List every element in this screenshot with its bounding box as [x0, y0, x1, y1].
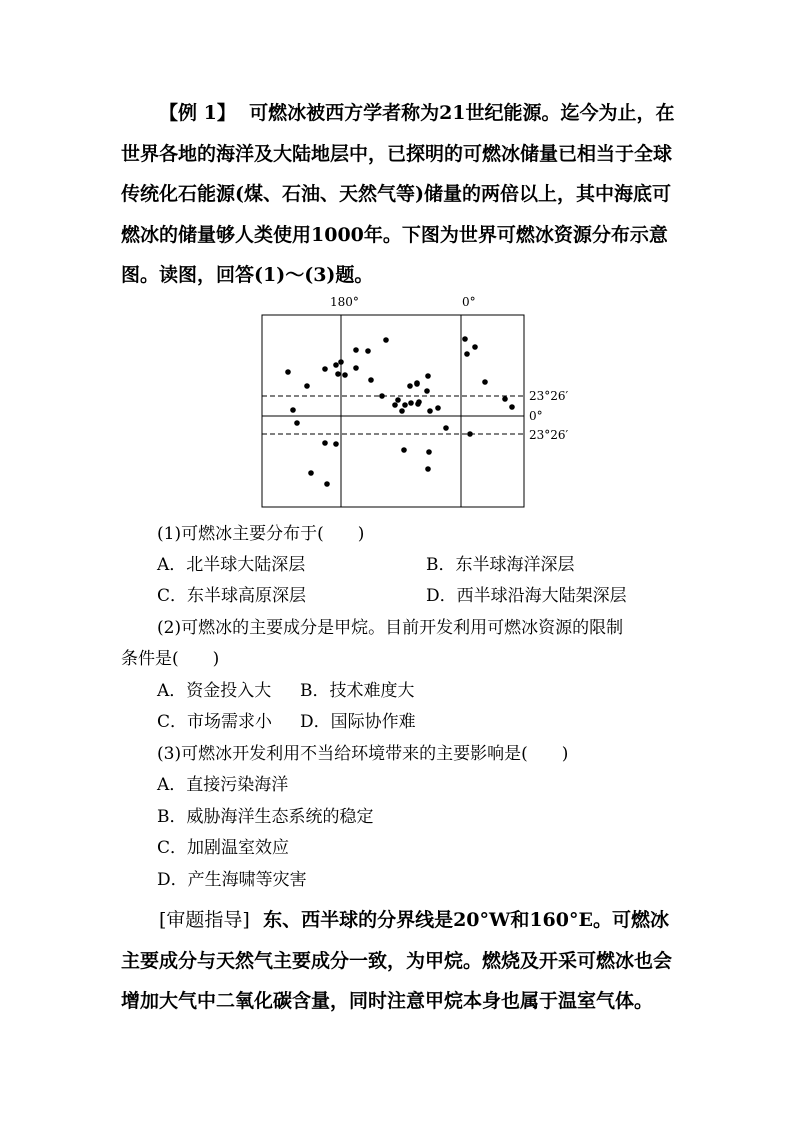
question-2-stem-line2: 条件是( ): [121, 649, 220, 669]
hydrate-site-dot: [427, 408, 433, 414]
hydrate-site-dot: [482, 379, 488, 385]
hydrate-site-dot: [407, 383, 413, 389]
q3-option-c: C．加剧温室效应: [157, 838, 290, 858]
hydrate-site-dot: [435, 405, 441, 411]
guide-text: 东、西半球的分界线是20°W和160°E。可燃冰主要成分与天然气主要成分一致，为甲烷。燃烧及开采可燃冰也会增加大气中二氧化碳含量，同时注意甲烷本身也属于温室气体。: [121, 909, 673, 1012]
hydrate-site-dot: [308, 470, 314, 476]
hydrate-site-dot: [426, 449, 432, 455]
hydrate-site-dot: [365, 348, 371, 354]
q2-option-d: D．国际协作难: [300, 712, 416, 732]
q3-option-b: B．威胁海洋生态系统的稳定: [157, 807, 374, 827]
hydrate-site-dot: [294, 420, 300, 426]
hydrate-site-dot: [392, 402, 398, 408]
hydrate-site-dot: [467, 431, 473, 437]
hydrate-site-dot: [304, 383, 310, 389]
hydrate-site-dot: [425, 373, 431, 379]
q1-option-c: C．东半球高原深层: [157, 586, 307, 606]
question-3-stem: (3)可燃冰开发利用不当给环境带来的主要影响是( ): [157, 744, 569, 764]
hydrate-site-dot: [401, 447, 407, 453]
hydrate-site-dot: [333, 362, 339, 368]
hydrate-site-dot: [322, 366, 328, 372]
hydrate-site-dot: [353, 365, 359, 371]
hydrate-site-dot: [399, 408, 405, 414]
lon-label-0: 0°: [462, 295, 476, 309]
hydrate-site-dot: [425, 466, 431, 472]
example-text: 可燃冰被西方学者称为21世纪能源。迄今为止，在世界各地的海洋及大陆地层中，已探明的可燃冰储量已相当于全球传统化石能源(煤、石油、天然气等)储量的两倍以上，其中海底可燃冰的储量够人类使用1000年。下图为世界可燃冰资源分布示意图。读图，回答(1)～(3)题。: [121, 102, 675, 286]
hydrate-site-dot: [335, 371, 341, 377]
lat-label-equator: 0°: [529, 409, 543, 423]
hydrate-site-dot: [408, 400, 414, 406]
hydrate-site-dot: [333, 441, 339, 447]
q2-option-a: A．资金投入大: [157, 681, 272, 701]
hydrate-site-dot: [502, 396, 508, 402]
hydrate-site-dot: [416, 399, 422, 405]
hydrate-site-dot: [395, 397, 401, 403]
hydrate-site-dot: [414, 381, 420, 387]
hydrate-site-dot: [322, 440, 328, 446]
hydrate-site-dot: [285, 369, 291, 375]
q1-option-b: B．东半球海洋深层: [426, 555, 575, 575]
hydrate-site-dot: [368, 377, 374, 383]
hydrate-site-dot: [424, 388, 430, 394]
q1-option-a: A．北半球大陆深层: [157, 555, 306, 575]
q3-option-a: A．直接污染海洋: [157, 775, 289, 795]
hydrate-site-dots: [285, 336, 515, 487]
hydrate-site-dot: [462, 336, 468, 342]
example-tag: 【例 1】: [159, 102, 236, 124]
map-frame: [262, 315, 524, 507]
hydrate-site-dot: [443, 425, 449, 431]
hydrate-site-dot: [464, 351, 470, 357]
q2-option-c: C．市场需求小: [157, 712, 273, 732]
hydrate-site-dot: [472, 344, 478, 350]
hydrate-site-dot: [290, 407, 296, 413]
hydrate-site-dot: [324, 481, 330, 487]
guide-paragraph: [121, 900, 681, 1022]
lat-label-north-tropic: 23°26′: [529, 389, 569, 403]
q1-option-d: D．西半球沿海大陆架深层: [426, 586, 627, 606]
example-intro: [121, 93, 681, 296]
guide-tag: [审题指导]: [159, 909, 250, 931]
question-2-stem-line1: (2)可燃冰的主要成分是甲烷。目前开发利用可燃冰资源的限制: [157, 618, 624, 638]
q2-option-b: B．技术难度大: [300, 681, 415, 701]
hydrate-site-dot: [402, 402, 408, 408]
lat-label-south-tropic: 23°26′: [529, 428, 569, 442]
question-1-stem: (1)可燃冰主要分布于( ): [157, 524, 365, 544]
hydrate-site-dot: [342, 372, 348, 378]
hydrate-site-dot: [338, 359, 344, 365]
hydrate-site-dot: [379, 393, 385, 399]
hydrate-site-dot: [509, 404, 515, 410]
q3-option-d: D．产生海啸等灾害: [157, 870, 307, 890]
gas-hydrate-distribution-map: [250, 290, 580, 512]
hydrate-site-dot: [383, 337, 389, 343]
hydrate-site-dot: [353, 347, 359, 353]
lon-label-180: 180°: [330, 295, 359, 309]
